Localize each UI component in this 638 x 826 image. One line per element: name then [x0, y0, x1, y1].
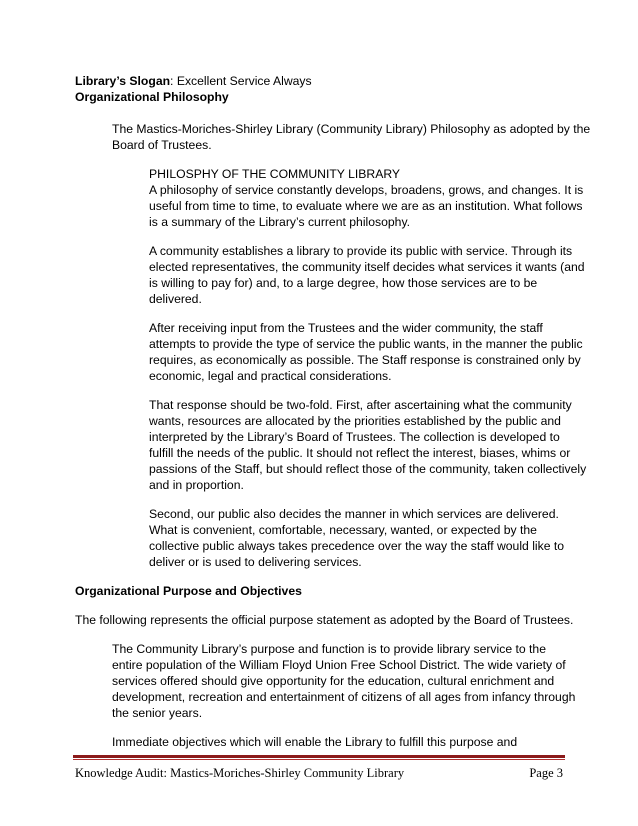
paragraph-line: services offered should give opportunity for the education, cultural enrichment and — [112, 674, 555, 688]
objectives-line: Immediate objectives which will enable the Library to fulfill this purpose and — [112, 735, 518, 749]
paragraph-line: What is convenient, comfortable, necessary, wanted, or expected by the — [149, 523, 537, 537]
footer-page-number: Page 3 — [529, 766, 563, 780]
paragraph-line: interpreted by the Library’s Board of Trustees. The collection is developed to — [149, 430, 560, 444]
paragraph-line: A philosophy of service constantly develops, broadens, grows, and changes. It is — [149, 183, 584, 197]
paragraph-line: fulfill the needs of the public. It should not reflect the interest, biases, whims or — [149, 446, 571, 460]
paragraph-line: useful from time to time, to evaluate where we are as an institution. What follows — [149, 199, 583, 213]
paragraph-line: is willing to pay for) and, to a large degree, how those services are to be — [149, 276, 538, 290]
intro-line: Board of Trustees. — [112, 138, 212, 152]
paragraph-line: That response should be two-fold. First, after ascertaining what the community — [149, 398, 572, 412]
paragraph-line: development, recreation and entertainment of citizens of all ages from infancy through — [112, 690, 576, 704]
purpose-heading: Organizational Purpose and Objectives — [75, 584, 302, 598]
paragraph-line: passions of the Staff, but should reflect those of the community, taken collectively — [149, 462, 587, 476]
slogan-label: Library’s Slogan — [75, 74, 171, 88]
philosophy-heading: Organizational Philosophy — [75, 90, 229, 104]
paragraph-line: economic, legal and practical considerations. — [149, 369, 392, 383]
paragraph-line: delivered. — [149, 292, 202, 306]
paragraph-line: After receiving input from the Trustees and the wider community, the staff — [149, 321, 543, 335]
footer-divider — [73, 755, 565, 758]
paragraph-line: collective public always takes precedence over the way the staff would like to — [149, 539, 565, 553]
purpose-intro: The following represents the official purpose statement as adopted by the Board of Trustees. — [75, 613, 574, 627]
paragraph-line: deliver or is used to delivering services. — [149, 555, 362, 569]
paragraph-line: The Community Library’s purpose and function is to provide library service to the — [112, 642, 546, 656]
paragraph-line: A community establishes a library to provide its public with service. Through its — [149, 244, 573, 258]
intro-line: The Mastics-Moriches-Shirley Library (Community Library) Philosophy as adopted by the — [112, 122, 591, 136]
paragraph-line: elected representatives, the community itself decides what services it wants (and — [149, 260, 585, 274]
slogan-text: Excellent Service Always — [173, 74, 312, 88]
slogan-line — [75, 73, 312, 89]
paragraph-line: wants, resources are allocated by the priorities established by the public and — [149, 414, 561, 428]
paragraph-line: is a summary of the Library’s current philosophy. — [149, 215, 411, 229]
paragraph-line: and in proportion. — [149, 478, 244, 492]
footer-title: Knowledge Audit: Mastics-Moriches-Shirley Community Library — [75, 766, 405, 780]
paragraph-line: Second, our public also decides the manner in which services are delivered. — [149, 507, 559, 521]
footer-divider-thin — [73, 759, 565, 760]
paragraph-line: attempts to provide the type of service the public wants, in the manner the public — [149, 337, 583, 351]
paragraph-line: the senior years. — [112, 706, 203, 720]
slogan-separator: : — [170, 74, 174, 88]
paragraph-line: requires, as economically as possible. The Staff response is constrained only by — [149, 353, 581, 367]
paragraph-line: entire population of the William Floyd Union Free School District. The wide variety of — [112, 658, 566, 672]
philosophy-title: PHILOSPHY OF THE COMMUNITY LIBRARY — [149, 167, 401, 181]
